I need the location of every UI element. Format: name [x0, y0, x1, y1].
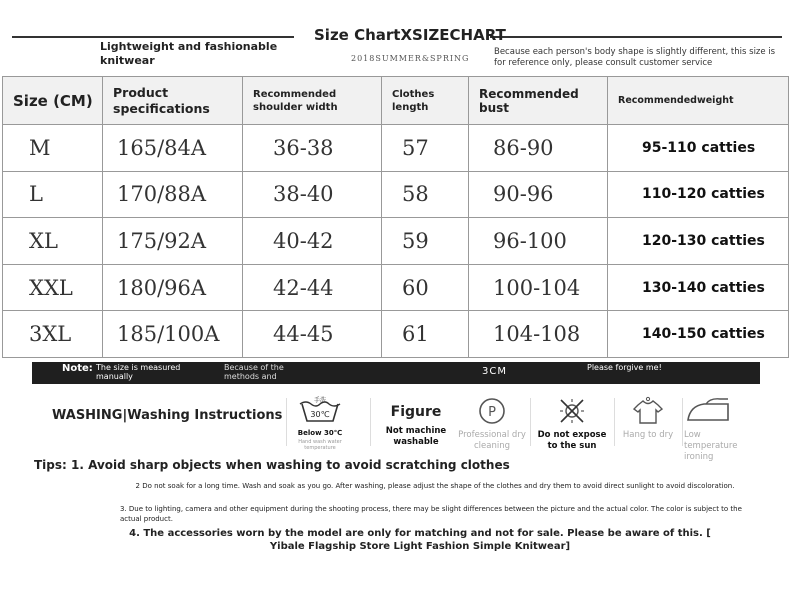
cell-size: 3XL — [3, 311, 103, 358]
product-tagline: Lightweight and fashionable knitwear — [100, 40, 278, 67]
care-hang-dry — [618, 396, 678, 466]
hand-wash-icon — [298, 396, 342, 424]
dry-clean-label: Professional dry cleaning — [458, 430, 526, 451]
divider — [370, 398, 371, 446]
cell-weight: 130-140 catties — [608, 264, 789, 311]
cell-bust: 104-108 — [469, 311, 608, 358]
header-bust: Recommended bust — [469, 77, 608, 125]
cell-length: 59 — [382, 218, 469, 265]
table-row — [3, 171, 789, 218]
divider — [682, 398, 683, 446]
note-text-2: Because of the methods and — [224, 363, 284, 381]
cell-size: XXL — [3, 264, 103, 311]
table-header-row — [3, 77, 789, 125]
cell-shoulder: 44-45 — [243, 311, 382, 358]
header-spec: Product specifications — [103, 77, 243, 125]
table-row — [3, 218, 789, 265]
note-text-1: The size is measured manually — [96, 363, 181, 381]
washing-title: WASHING|Washing Instructions — [52, 408, 283, 423]
cell-length: 58 — [382, 171, 469, 218]
reference-note: Because each person's body shape is slightly different, this size is for reference only, please consult customer service — [494, 47, 776, 68]
divider — [286, 398, 287, 446]
hand-wash-temp-text: 30℃ — [310, 410, 330, 419]
iron-icon — [684, 396, 734, 426]
machine-figure-text: Figure — [390, 404, 442, 420]
page-title: Size ChartXSIZECHART — [314, 26, 506, 44]
table-row — [3, 264, 789, 311]
dry-clean-icon — [477, 396, 507, 426]
tip-1: Tips: 1. Avoid sharp objects when washing to avoid scratching clothes — [34, 458, 510, 472]
header-size: Size (CM) — [3, 77, 103, 125]
cell-weight: 110-120 catties — [608, 171, 789, 218]
cell-spec: 170/88A — [103, 171, 243, 218]
machine-label: Not machine washable — [385, 426, 447, 447]
dry-clean-letter: P — [488, 405, 496, 420]
cell-shoulder: 42-44 — [243, 264, 382, 311]
tip-2: 2 Do not soak for a long time. Wash and soak as you go. After washing, please adjust the shape of the clothes and dry them to avoid direct sunlight to avoid discoloration. — [135, 482, 735, 490]
care-no-sun — [534, 396, 610, 466]
note-text-3: 3CM — [482, 366, 507, 377]
iron-label: Low temperature ironing — [684, 430, 738, 462]
hand-wash-label: Below 30℃ — [297, 429, 343, 437]
cell-bust: 90-96 — [469, 171, 608, 218]
page-subtitle: 2018SUMMER&SPRING — [351, 54, 470, 63]
tip-4: 4. The accessories worn by the model are only for matching and not for sale. Please be aware of this. [ Yibale Flagship Store Light Fashion Simple Knitwear] — [129, 528, 711, 552]
cell-bust: 96-100 — [469, 218, 608, 265]
cell-spec: 165/84A — [103, 125, 243, 172]
header-weight: Recommendedweight — [608, 77, 789, 125]
cell-size: L — [3, 171, 103, 218]
cell-weight: 140-150 catties — [608, 311, 789, 358]
hang-dry-icon — [632, 396, 664, 426]
cell-spec: 180/96A — [103, 264, 243, 311]
table-row — [3, 311, 789, 358]
cell-size: XL — [3, 218, 103, 265]
header-rule-left — [12, 36, 294, 38]
cell-bust: 86-90 — [469, 125, 608, 172]
no-sun-label: Do not expose to the sun — [537, 430, 607, 451]
tip-3: 3. Due to lighting, camera and other equipment during the shooting process, there may be slight differences between the picture and the actual color. The color is subject to the actual product. — [120, 505, 742, 523]
cell-length: 57 — [382, 125, 469, 172]
cell-shoulder: 36-38 — [243, 125, 382, 172]
care-no-machine — [378, 396, 454, 466]
cell-spec: 185/100A — [103, 311, 243, 358]
hang-dry-label: Hang to dry — [622, 430, 674, 440]
header-shoulder: Recommended shoulder width — [243, 77, 382, 125]
note-label: Note: — [62, 363, 93, 374]
cell-size: M — [3, 125, 103, 172]
hand-wash-top-text: 手洗 — [313, 397, 327, 404]
cell-bust: 100-104 — [469, 264, 608, 311]
divider — [530, 398, 531, 446]
divider — [614, 398, 615, 446]
cell-shoulder: 40-42 — [243, 218, 382, 265]
size-chart-table — [2, 76, 789, 358]
no-sun-icon — [556, 396, 588, 426]
cell-shoulder: 38-40 — [243, 171, 382, 218]
measurement-note-bar — [32, 362, 760, 384]
note-text-4: Please forgive me! — [587, 363, 662, 372]
cell-weight: 120-130 catties — [608, 218, 789, 265]
cell-length: 61 — [382, 311, 469, 358]
header-rule-right — [490, 36, 782, 38]
cell-length: 60 — [382, 264, 469, 311]
care-low-iron — [684, 396, 754, 466]
hand-wash-sublabel: Hand wash water temperature — [298, 439, 342, 451]
care-hand-wash — [290, 396, 350, 466]
cell-weight: 95-110 catties — [608, 125, 789, 172]
header-length: Clothes length — [382, 77, 469, 125]
cell-spec: 175/92A — [103, 218, 243, 265]
table-row — [3, 125, 789, 172]
care-dry-clean — [458, 396, 526, 466]
